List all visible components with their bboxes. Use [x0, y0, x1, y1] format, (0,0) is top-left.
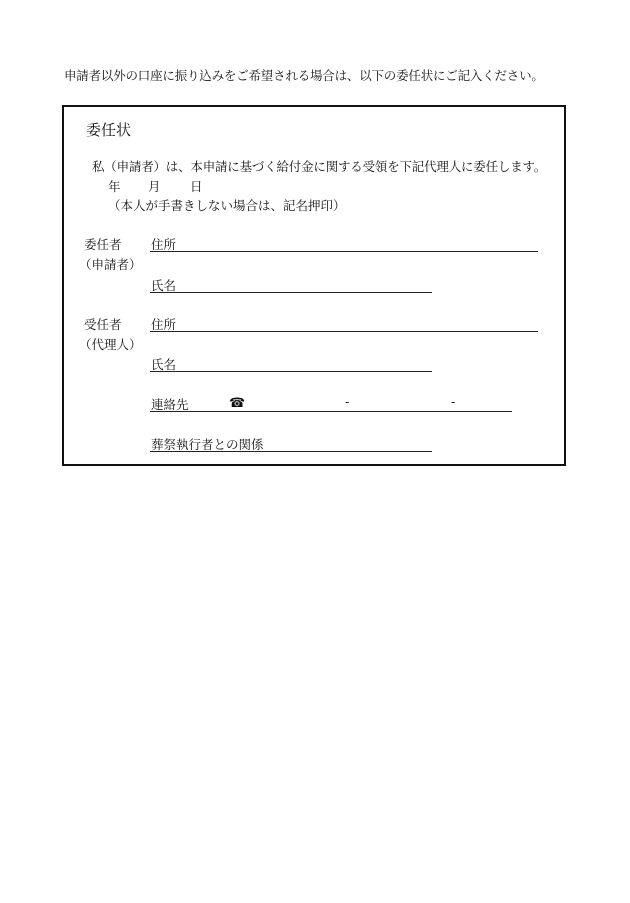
principal-address-label: 住所	[151, 237, 177, 252]
date-month-label: 月	[148, 179, 161, 194]
intro-text: 申請者以外の口座に振り込みをご希望される場合は、以下の委任状にご記入ください。	[64, 68, 544, 83]
agent-relation-label: 葬祭執行者との関係	[151, 437, 264, 452]
principal-label: 委任者	[84, 237, 122, 252]
principal-name-label: 氏名	[151, 278, 177, 293]
agent-label: 受任者	[84, 317, 122, 332]
agent-name-line[interactable]	[150, 371, 432, 372]
principal-address-line[interactable]	[150, 251, 538, 252]
date-year-label: 年	[108, 179, 121, 194]
agent-address-label: 住所	[151, 317, 177, 332]
date-day-label: 日	[190, 179, 203, 194]
agent-name-label: 氏名	[151, 357, 177, 372]
agent-contact-label: 連絡先	[151, 397, 189, 412]
agent-relation-line[interactable]	[150, 451, 432, 452]
agent-phone-line[interactable]	[150, 411, 512, 412]
agent-address-line[interactable]	[150, 331, 538, 332]
signature-note: （本人が手書きしない場合は、記名押印）	[108, 198, 346, 213]
principal-name-line[interactable]	[150, 292, 432, 293]
agent-sublabel: （代理人）	[79, 337, 142, 352]
form-title: 委任状	[86, 121, 132, 139]
phone-separator-2: -	[451, 395, 456, 409]
delegation-statement: 私（申請者）は、本申請に基づく給付金に関する受領を下記代理人に委任します。	[92, 159, 547, 174]
phone-separator-1: -	[345, 395, 350, 409]
principal-sublabel: （申請者）	[79, 257, 142, 272]
telephone-icon: ☎	[229, 396, 246, 411]
